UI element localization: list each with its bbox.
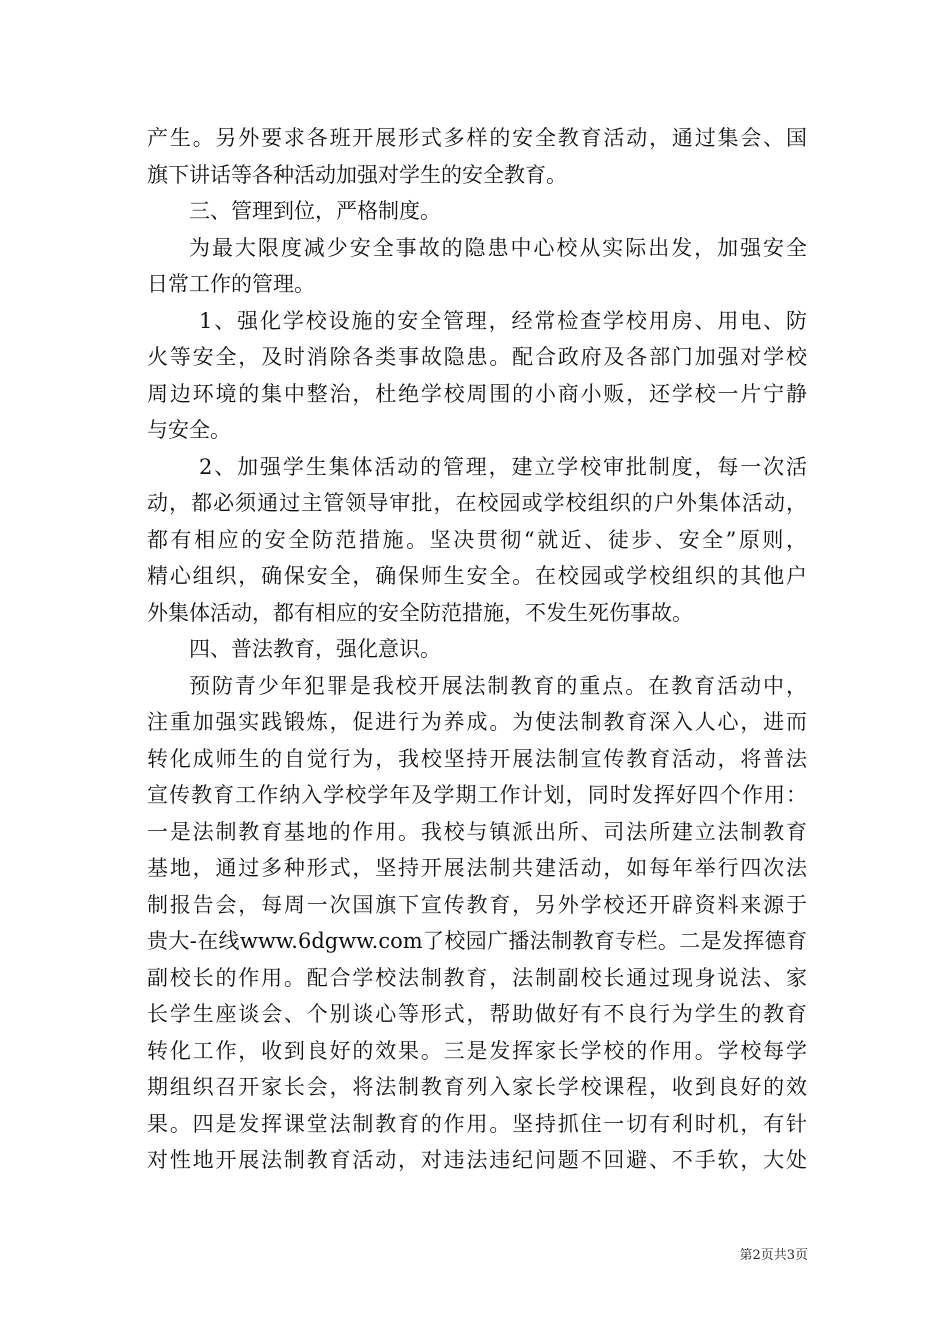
text-line: 外集体活动，都有相应的安全防范措施，不发生死伤事故。: [147, 600, 693, 625]
section-heading: 四、普法教育，强化意识。: [189, 637, 441, 661]
text-line: 基地，通过多种形式，坚持开展法制共建活动，如每年举行四次法: [147, 856, 807, 880]
text-line: 旗下讲话等各种活动加强对学生的安全教育。: [147, 162, 567, 187]
text-line: 贵大-在线www.6dgww.com了校园广播法制教育专栏。二是发挥德育: [147, 929, 807, 953]
text-line: 注重加强实践锻炼，促进行为养成。为使法制教育深入人心，进而: [147, 710, 807, 734]
text-line: 动，都必须通过主管领导审批，在校园或学校组织的户外集体活动，: [147, 491, 807, 515]
text-line: 长学生座谈会、个别谈心等形式，帮助做好有不良行为学生的教育: [147, 1002, 807, 1026]
text-line: 制报告会，每周一次国旗下宣传教育，另外学校还开辟资料来源于: [147, 892, 807, 917]
text-line: 为最大限度减少安全事故的隐患中心校从实际出发，加强安全: [189, 235, 807, 260]
text-line: 对性地开展法制教育活动，对违法违纪问题不回避、不手软，大处: [147, 1148, 807, 1172]
text-line: 一是法制教育基地的作用。我校与镇派出所、司法所建立法制教育: [147, 819, 807, 844]
text-line: 都有相应的安全防范措施。坚决贯彻“就近、徒步、安全”原则，: [147, 527, 807, 552]
text-line: 期组织召开家长会，将法制教育列入家长学校课程，收到良好的效: [147, 1075, 807, 1099]
page-number: 第2页共3页: [739, 1248, 808, 1263]
text-line: 副校长的作用。配合学校法制教育，法制副校长通过现身说法、家: [147, 965, 807, 990]
text-line: 精心组织，确保安全，确保师生安全。在校园或学校组织的其他户: [147, 564, 807, 588]
section-heading: 三、管理到位，严格制度。: [189, 199, 441, 223]
text-line: 转化成师生的自觉行为，我校坚持开展法制宣传教育活动，将普法: [147, 746, 807, 771]
text-line: 转化工作，收到良好的效果。三是发挥家长学校的作用。学校每学: [147, 1038, 807, 1063]
text-line: 与安全。: [147, 418, 231, 442]
text-line: 1、强化学校设施的安全管理，经常检查学校用房、用电、防: [199, 308, 807, 333]
text-line: 宣传教育工作纳入学校学年及学期工作计划，同时发挥好四个作用：: [147, 783, 807, 807]
text-line: 火等安全，及时消除各类事故隐患。配合政府及各部门加强对学校: [147, 345, 807, 369]
text-line: 预防青少年犯罪是我校开展法制教育的重点。在教育活动中，: [189, 673, 807, 698]
text-line: 产生。另外要求各班开展形式多样的安全教育活动，通过集会、国: [147, 126, 807, 150]
text-line: 2、加强学生集体活动的管理，建立学校审批制度，每一次活: [199, 454, 807, 479]
text-line: 果。四是发挥课堂法制教育的作用。坚持抓住一切有利时机，有针: [147, 1111, 807, 1136]
document-body: [147, 120, 807, 1179]
text-line: 周边环境的集中整治，杜绝学校周围的小商小贩，还学校一片宁静: [147, 381, 807, 406]
text-line: 日常工作的管理。: [147, 272, 315, 296]
